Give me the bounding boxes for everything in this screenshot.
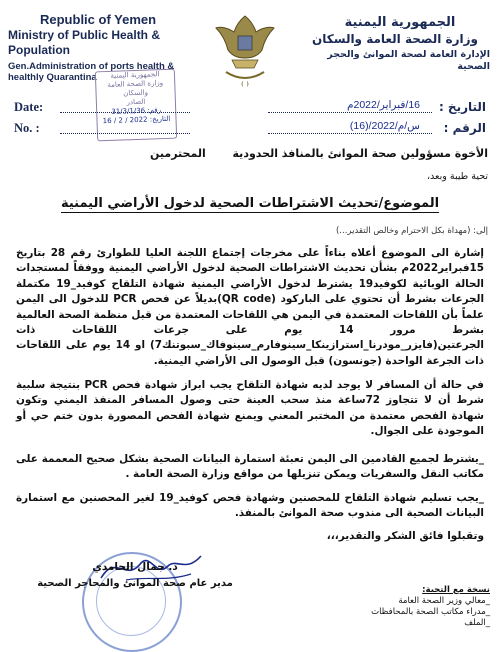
honorific: المحترمين: [150, 147, 206, 160]
number-line-en: [60, 133, 190, 134]
date-line-ar: [268, 112, 432, 113]
stamp-line: التاريخ: 2022 / 2 / 16: [102, 114, 171, 126]
cc-item: _معالي وزير الصحة العامة: [398, 596, 490, 606]
number-value: س/م/2022/(16): [349, 120, 420, 132]
date-label-ar: التاريخ :: [438, 100, 486, 114]
signer-name: د. جمال الحامدي: [92, 561, 178, 573]
date-value: 16/فبراير/2022م: [346, 99, 420, 111]
cc-title: نسخة مع التحية:: [422, 585, 490, 595]
administration-name-ar: الإدارة العامة لصحة الموانئ والحجر الصحية: [327, 49, 490, 72]
subject-text: الموضوع/تحديث الاشتراطات الصحية لدخول الأراضي اليمنية: [60, 196, 440, 211]
stamp-line: رقم: 31/3/1/36: [111, 106, 162, 116]
paragraph-form: _يشترط لجميع القادمين الى اليمن تعبئة استمارة البيانات الصحية بشكل صحيح المعممة على مكاتب النقل والسفريات ويمكن تنزيلها من مواقع وزارة الصحة العامة .: [16, 453, 484, 481]
ministry-name-ar: وزارة الصحة العامة والسكان: [312, 32, 478, 46]
outgoing-stamp: [95, 69, 177, 142]
republic-name-ar: الجمهورية اليمنية: [344, 15, 456, 30]
subject-line: [40, 196, 460, 211]
date-label-en: Date:: [14, 100, 44, 114]
administration-name-en: Gen.Administration of ports health & healthly Quarantina: [8, 61, 175, 83]
ministry-name-en: Ministry of Public Health & Population: [8, 28, 161, 57]
number-line-ar: [268, 133, 432, 134]
arabic-letterhead: [300, 14, 490, 73]
signer-title: مدير عام صحة الموانئ والمحاجر الصحية: [37, 578, 233, 589]
stamp-line: الجمهورية اليمنية: [110, 70, 160, 80]
paragraph-main: إشارة الى الموضوع أعلاه بناءاً على مخرجات إجتماع اللجنة العليا للطوارئ رقم 28 بتاريخ 15فبراير2022م بشأن تحديث الاشتراطات الصحية لدخول الأراضي اليمنية ووفقاً لمستجدات الحالة الوبائية لكوفيد19 يشترط لدخول الأراضي اليمنية شهادة التلقاح كوفيد_19 مكتملة الجرعات بشرط أن تحتوي على الباركود (QR code)بديلاً عن فحص PCR للدخول الى اليمن علماً بأن اللقاحات المعتمدة في اليمن هي اللقاحات المعتمدة من قبل منظمة الصحة العالمية بشرط مرور 14 يوم على جرعات اللقاحات ذات الجرعتين(فايزر_مودرنا_استرازينكا_سينوفارم_سينوفاك_سبوتنك7) او 14 يوم على اللقاحات ذات الجرعة الواحدة (جونسون) قبل الوصول الى الأراضي اليمنية.: [16, 247, 484, 367]
number-label-ar: الرقم :: [443, 121, 486, 135]
yemen-eagle-emblem-icon: [214, 12, 276, 90]
number-label-en: No. :: [14, 121, 40, 135]
stamp-line: وزارة الصحة العامة والسكان: [107, 79, 164, 98]
cc-item: _مدراء مكاتب الصحة بالمحافظات: [371, 607, 490, 617]
paragraph-delivery: _يجب تسليم شهادة التلقاح للمحصنين وشهادة فحص كوفيد_19 لغير المحصنين مع استمارة البيانات الصحية الى مندوب صحة الموانئ بالمنفذ.: [16, 492, 484, 520]
greeting: تحية طيبة وبعد،: [426, 171, 488, 182]
recipient-line: الأخوة مسؤولين صحة الموانئ بالمنافذ الحدودية: [232, 147, 488, 160]
cc-item: _الملف: [464, 618, 490, 628]
svg-text:﴾ ﴿: ﴾ ﴿: [240, 81, 250, 88]
republic-name-en: Republic of Yemen: [40, 12, 157, 27]
cc-block: [350, 585, 490, 629]
paragraph-pcr: في حالة أن المسافر لا يوجد لديه شهادة التلقاح يجب ابراز شهادة فحص PCR بنتيجة سلبية شرط أن لا تتجاوز 72ساعة منذ سحب العينة حتى وصول المسافر المنفذ اليمني وتكون شهادة الفحص معتمدة من المختبر المعني ويمنع شهادة الفحص المصورة بدون ختم حي أو الموجودة على الجوال.: [16, 379, 484, 438]
date-line-en: [60, 112, 190, 113]
closing: وتقبلوا فائق الشكر والتقدير،،،: [326, 530, 484, 542]
preamble: إلى: (مهداة بكل الاحترام وخالص التقدير...): [335, 226, 488, 236]
stamp-line: الصادر: [126, 97, 146, 107]
